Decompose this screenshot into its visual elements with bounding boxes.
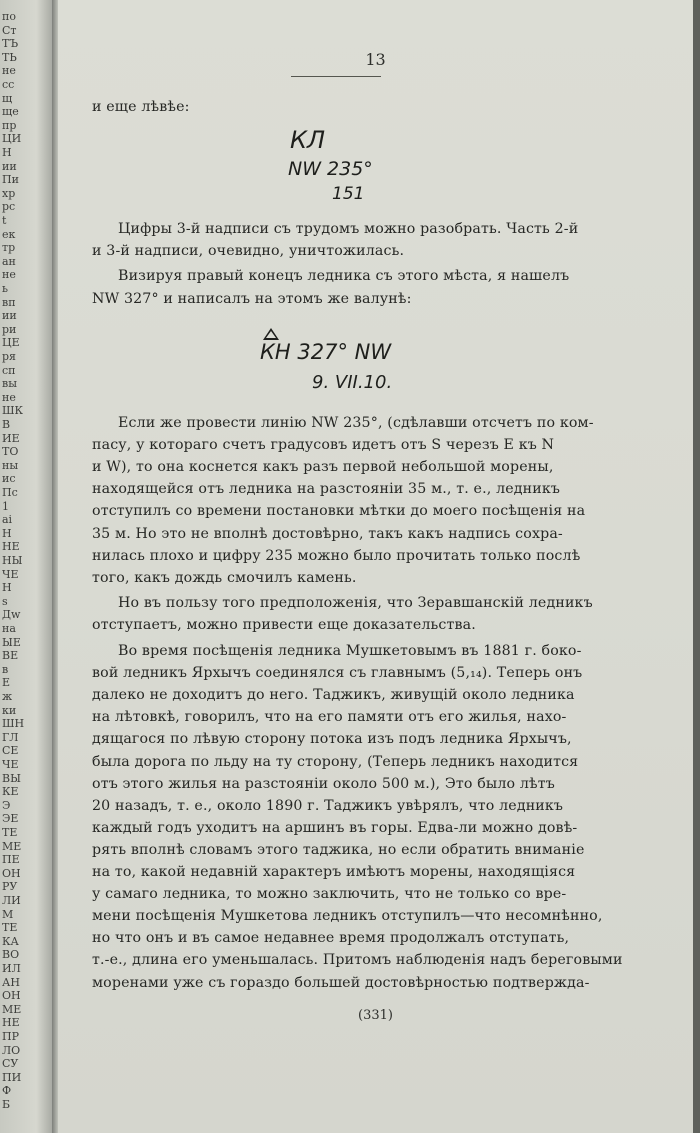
facing-page-fragment: АН (2, 975, 20, 989)
facing-page-fragment: СУ (2, 1057, 19, 1071)
facing-page-fragment: М (2, 907, 14, 921)
para1-line1: Цифры 3-й надписи съ трудомъ можно разобрать. Часть 2-й (118, 221, 579, 237)
facing-page-fragment: В (2, 418, 11, 431)
facing-page-fragment: сс (2, 78, 15, 91)
facing-page-fragment: ТЕ (2, 826, 18, 839)
body-line: т.-е., длина его уменьшалась. Притомъ наблюденія надъ береговыми (92, 952, 623, 969)
body-line: отъ этого жилья на разстояніи около 500 м.), Это было лѣтъ (92, 775, 555, 792)
facing-page-fragment: НЫ (2, 554, 23, 567)
body-line: моренами уже съ гораздо большей достовѣрностью подтвержда- (92, 974, 590, 991)
body-line: была дорога по льду на ту сторону, (Теперь ледникъ находится (92, 753, 579, 770)
facing-page-fragment: ис (2, 472, 16, 486)
facing-page-fragment: ПЕ (2, 853, 20, 867)
facing-page-fragment: ВЕ (2, 649, 19, 663)
facing-page-fragment: ЛО (2, 1043, 21, 1057)
facing-page-fragment: ь (2, 282, 8, 295)
inscription-1-line-2: NW 235° (288, 158, 373, 180)
facing-page-fragment: на (2, 622, 16, 635)
facing-page-fragment: ЭЕ (2, 812, 19, 826)
facing-page-fragment: ШН (2, 717, 25, 731)
facing-page-fragment: рс (2, 200, 16, 214)
facing-page-fragment: ки (2, 703, 17, 717)
facing-page-fragment: ии (2, 159, 17, 173)
body-line: нилась плохо и цифру 235 можно было прочитать только послѣ (92, 547, 581, 564)
survey-triangle-icon (263, 328, 279, 340)
header-rule (291, 76, 381, 77)
facing-page-fragment: ии (2, 309, 17, 323)
body-line: далеко не доходитъ до него. Таджикъ, живущій около ледника (92, 687, 575, 704)
facing-page-fragment: Ст (2, 23, 17, 37)
inscription-2-line-1: КН 327° NW (260, 340, 392, 364)
facing-page-fragment: по (2, 10, 16, 23)
facing-page-fragment: ЦЕ (2, 336, 20, 350)
facing-page-fragment: ИЛ (2, 962, 21, 975)
facing-page-fragment: МЕ (2, 1002, 22, 1016)
para2-line1: Визируя правый конецъ ледника съ этого мѣста, я нашелъ (118, 268, 570, 284)
facing-page-fragment: ai (2, 513, 13, 527)
facing-page-fragment: Н (2, 581, 12, 595)
facing-page-fragment: не (2, 390, 16, 404)
facing-page-fragment: сп (2, 363, 16, 377)
body-line: каждый годъ уходитъ на аршинъ въ горы. Едва-ли можно довѣ- (92, 819, 578, 836)
body-line: вой ледникъ Ярхычъ соединялся съ главнымъ (5,₁₄). Теперь онъ (92, 665, 583, 682)
facing-page-fragment: не (2, 268, 16, 282)
facing-page-fragment: H (2, 146, 12, 159)
facing-page-fragment: ЛИ (2, 894, 21, 907)
facing-page-fragment: Пи (2, 173, 19, 187)
facing-page-fragment: Пс (2, 486, 18, 499)
facing-page-fragment: ны (2, 458, 19, 472)
facing-page-fragment: ВЫ (2, 771, 21, 785)
body-line: у самаго ледника, то можно заключить, что не только со вре- (92, 886, 567, 903)
facing-page-fragment: КЕ (2, 785, 19, 799)
body-line: на лѣтовкѣ, говорилъ, что на его памяти отъ его жилья, нахо- (92, 709, 567, 726)
facing-page-fragment: ЦИ (2, 132, 22, 146)
facing-page-fragment: вы (2, 377, 17, 391)
facing-page-fragment: Дw (2, 608, 21, 622)
facing-page-fragment: Ф (2, 1084, 12, 1098)
body-line: 35 м. Но это не вполнѣ достовѣрно, такъ какъ надпись сохра- (92, 525, 563, 542)
body-line: находящейся отъ ледника на разстояніи 35 м., т. е., ледникъ (92, 481, 561, 498)
para2-line2: NW 327° и написалъ на этомъ же валунѣ: (92, 291, 412, 307)
facing-page-fragment: Э (2, 798, 11, 812)
facing-page-fragment: ТЕ (2, 921, 18, 935)
facing-page-fragment: ТЪ (2, 37, 19, 51)
facing-page-fragment: вп (2, 295, 16, 309)
facing-page-fragment: ПР (2, 1030, 19, 1043)
page-edge-shadow (693, 0, 700, 1133)
body-line: отступаетъ, можно привести еще доказательства. (92, 617, 476, 634)
body-line: но что онъ и въ самое недавнее время продолжалъ отступать, (92, 930, 570, 947)
body-line: рять вполнѣ словамъ этого таджика, но если обратить вниманіе (92, 841, 585, 858)
facing-page-fragment: ЧЕ (2, 758, 19, 771)
facing-page-fragment: не (2, 64, 16, 78)
facing-page-fragment: ТО (2, 445, 19, 459)
body-line: и W), то она коснется какъ разъ первой небольшой морены, (92, 459, 554, 476)
body-line: дящагося по лѣвую сторону потока изъ подъ ледника Ярхычъ, (92, 731, 572, 748)
facing-page-fragment: ПИ (2, 1070, 22, 1084)
facing-page-fragment: РУ (2, 880, 18, 894)
facing-page-fragment: ан (2, 254, 16, 268)
body-line: отступилъ со времени постановки мѣтки до моего посѣщенія на (92, 503, 586, 520)
facing-page-fragment: в (2, 662, 9, 676)
body-line: Но въ пользу того предположенія, что Зеравшанскій ледникъ (118, 595, 593, 611)
facing-page-fragment: Б (2, 1098, 11, 1111)
facing-page-fragment: НЕ (2, 540, 20, 554)
facing-page-fragment: ж (2, 690, 13, 703)
facing-page-edge (0, 0, 52, 1133)
body-line: того, какъ дождь смочилъ камень. (92, 569, 357, 586)
facing-page-fragment: хр (2, 186, 16, 200)
facing-page-fragment: щ (2, 91, 13, 105)
body-line: пасу, у котораго счетъ градусовъ идетъ отъ S черезъ E къ N (92, 437, 555, 454)
facing-page-fragment: ИЕ (2, 431, 20, 445)
facing-page-fragment: МЕ (2, 839, 22, 853)
body-line: Если же провести линію NW 235°, (сдѣлавши отсчетъ по ком- (118, 415, 594, 431)
inscription-1-line-3: 151 (332, 184, 365, 204)
facing-page-fragment: тр (2, 241, 16, 255)
facing-page-fragment: пр (2, 118, 17, 132)
facing-page-fragment: ря (2, 350, 16, 363)
facing-page-fragment: 1 (2, 499, 9, 513)
body-line: 20 назадъ, т. е., около 1890 г. Таджикъ увѣрялъ, что ледникъ (92, 797, 564, 814)
facing-page-fragment: СЕ (2, 744, 19, 758)
facing-page-fragment: ГЛ (2, 730, 19, 744)
facing-page-fragment: ВО (2, 948, 20, 962)
facing-page-fragment: ек (2, 227, 16, 241)
facing-page-fragment: ЧЕ (2, 567, 19, 581)
facing-page-fragment: t (2, 214, 7, 227)
page-number: 13 (365, 50, 386, 69)
facing-page-fragment: s (2, 594, 8, 608)
facing-page-fragment: ЫЕ (2, 635, 21, 649)
facing-page-fragment: E (2, 676, 11, 690)
para1-line2: и 3-й надписи, очевидно, уничтожилась. (92, 243, 405, 259)
facing-page-fragment: ОН (2, 989, 21, 1003)
footer-page-number: (331) (358, 1008, 393, 1023)
inscription-2-line-2: 9. VII.10. (312, 372, 393, 393)
body-line: мени посѣщенія Мушкетова ледникъ отступилъ—что несомнѣнно, (92, 908, 603, 925)
intro-line: и еще лѣвѣе: (92, 99, 190, 115)
facing-page-fragment: Н (2, 526, 12, 540)
facing-page-fragment: ШК (2, 404, 24, 418)
book-page (58, 0, 693, 1133)
inscription-1-line-1: КЛ (290, 126, 326, 154)
facing-page-fragment: КА (2, 934, 19, 948)
facing-page-fragment: НЕ (2, 1016, 20, 1030)
facing-page-fragment: ще (2, 105, 19, 119)
facing-page-fragment: ОН (2, 866, 21, 880)
body-line: на то, какой недавній характеръ имѣютъ морены, находящіяся (92, 864, 576, 880)
body-line: Во время посѣщенія ледника Мушкетовымъ въ 1881 г. боко- (118, 643, 582, 659)
facing-page-fragment: ТЬ (2, 50, 17, 64)
facing-page-fragment: ри (2, 322, 17, 336)
